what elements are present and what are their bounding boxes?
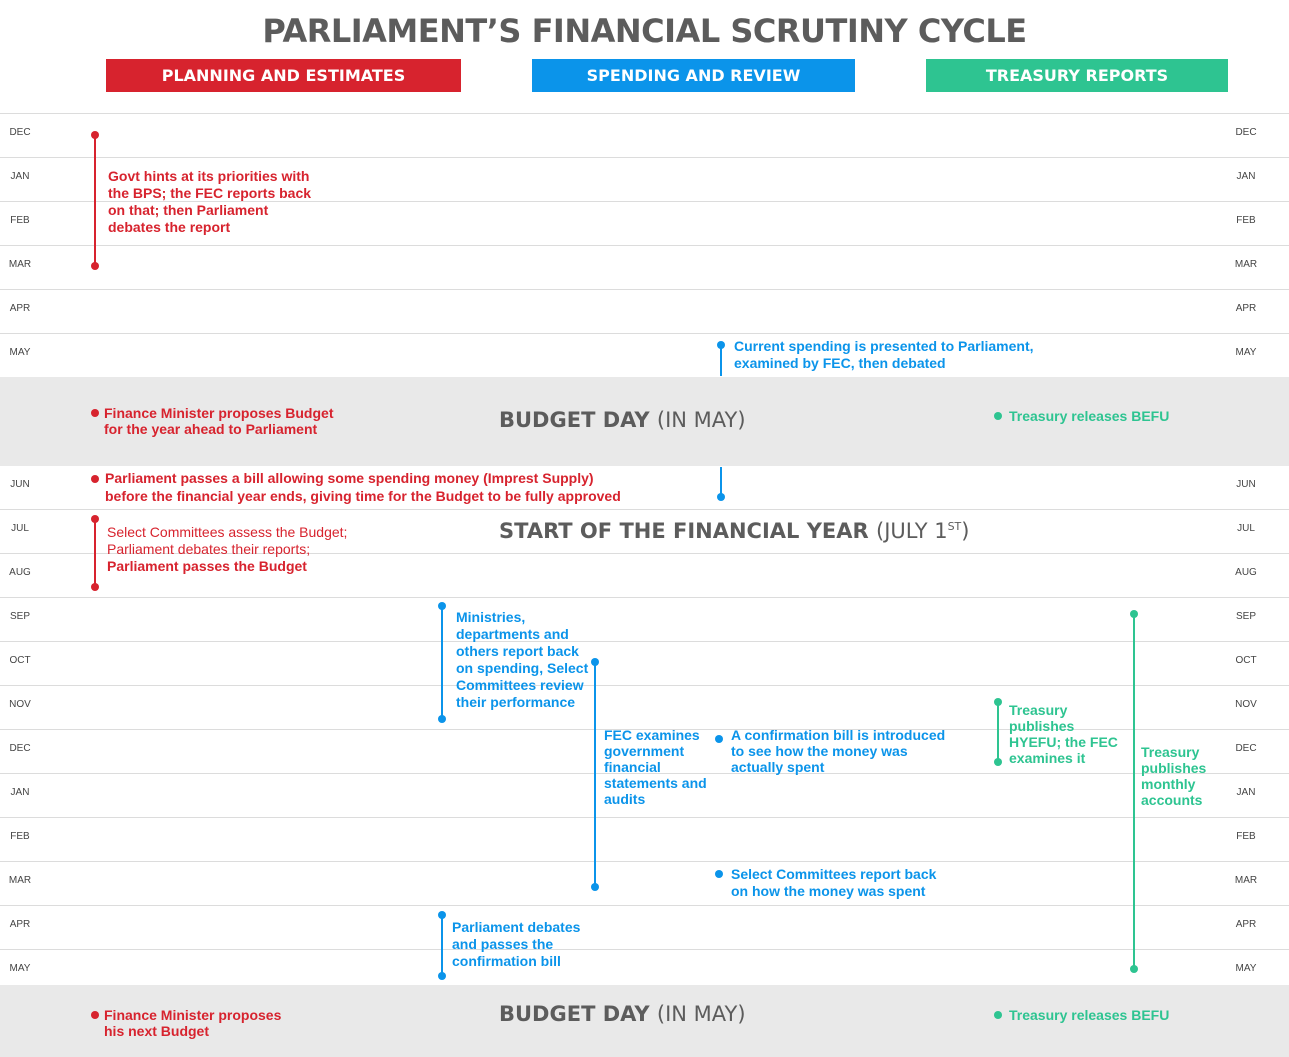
befu-release-dot bbox=[994, 412, 1002, 420]
month-label: APR bbox=[1235, 303, 1257, 314]
month-label: AUG bbox=[9, 567, 31, 578]
month-label: JUL bbox=[11, 523, 29, 534]
month-label: SEP bbox=[1235, 611, 1256, 622]
fec-examines-start-dot bbox=[591, 658, 599, 666]
month-label: MAR bbox=[1234, 259, 1258, 270]
monthly-accounts-text: Treasury publishes monthly accounts bbox=[1141, 744, 1207, 808]
next-budget-text: Finance Minister proposes his next Budget bbox=[104, 1007, 282, 1039]
month-label: JAN bbox=[10, 787, 30, 798]
month-label: FEB bbox=[1236, 215, 1256, 226]
month-label: JUN bbox=[10, 479, 30, 490]
fec-examines-text: FEC examines government financial statements and audits bbox=[604, 727, 707, 807]
confirmation-debate-start-dot bbox=[438, 911, 446, 919]
budget-proposal-text: Finance Minister proposes Budget for the year ahead to Parliament bbox=[104, 405, 334, 437]
confirmation-bill-text: A confirmation bill is introduced to see how the money was actually spent bbox=[731, 727, 946, 775]
month-label: DEC bbox=[9, 743, 31, 754]
imprest-supply-line-1: Parliament passes a bill allowing some spending money (Imprest Supply) bbox=[105, 470, 594, 486]
page-title: PARLIAMENT’S FINANCIAL SCRUTINY CYCLE bbox=[262, 12, 1027, 50]
month-label: DEC bbox=[1235, 743, 1257, 754]
bps-timeline-bar bbox=[94, 135, 96, 266]
month-label: DEC bbox=[9, 127, 31, 138]
befu-release-dot-2 bbox=[994, 1011, 1002, 1019]
month-label: NOV bbox=[9, 699, 31, 710]
month-label: APR bbox=[9, 303, 31, 314]
month-label: APR bbox=[9, 919, 31, 930]
budget-approval-end-dot bbox=[91, 583, 99, 591]
month-label: MAY bbox=[9, 963, 31, 974]
month-label: MAR bbox=[8, 259, 32, 270]
month-label: JAN bbox=[1236, 787, 1256, 798]
ministries-report-bar bbox=[441, 607, 443, 719]
hyefu-bar bbox=[997, 703, 999, 762]
month-label: APR bbox=[1235, 919, 1257, 930]
imprest-supply-dot bbox=[91, 475, 99, 483]
current-spending-start-dot bbox=[717, 341, 725, 349]
monthly-accounts-end-dot bbox=[1130, 965, 1138, 973]
fec-examines-bar bbox=[594, 663, 596, 887]
monthly-accounts-bar bbox=[1133, 614, 1135, 969]
month-label: MAR bbox=[8, 875, 32, 886]
budget-approval-start-dot bbox=[91, 515, 99, 523]
header-planning-and-estimates: PLANNING AND ESTIMATES bbox=[106, 59, 461, 92]
budget-day-label-2: BUDGET DAY (IN MAY) bbox=[499, 1002, 746, 1026]
select-committees-report-dot bbox=[715, 870, 723, 878]
monthly-accounts-start-dot bbox=[1130, 610, 1138, 618]
select-committees-report-text: Select Committees report back on how the money was spent bbox=[731, 866, 937, 899]
financial-year-start-label: START OF THE FINANCIAL YEAR (JULY 1ST) bbox=[499, 519, 970, 543]
ministries-report-start-dot bbox=[438, 602, 446, 610]
current-spending-text: Current spending is presented to Parliament, examined by FEC, then debated bbox=[734, 338, 1034, 371]
month-label: JUN bbox=[1236, 479, 1256, 490]
month-label: AUG bbox=[1235, 567, 1257, 578]
ministries-report-end-dot bbox=[438, 715, 446, 723]
current-spending-bar-top bbox=[720, 346, 722, 376]
month-label: DEC bbox=[1235, 127, 1257, 138]
budget-proposal-dot bbox=[91, 409, 99, 417]
hyefu-end-dot bbox=[994, 758, 1002, 766]
befu-release-text-2: Treasury releases BEFU bbox=[1009, 1007, 1170, 1023]
month-label: FEB bbox=[10, 831, 30, 842]
month-label: FEB bbox=[10, 215, 30, 226]
month-label: MAY bbox=[9, 347, 31, 358]
month-label: MAY bbox=[1235, 963, 1257, 974]
fec-examines-end-dot bbox=[591, 883, 599, 891]
budget-approval-line-3: Parliament passes the Budget bbox=[107, 558, 307, 574]
month-label: JUL bbox=[1237, 523, 1255, 534]
budget-approval-line-2: Parliament debates their reports; bbox=[107, 541, 311, 557]
month-label: MAY bbox=[1235, 347, 1257, 358]
month-label: SEP bbox=[9, 611, 30, 622]
budget-day-label-1: BUDGET DAY (IN MAY) bbox=[499, 408, 746, 432]
imprest-supply-line-2: before the financial year ends, giving time for the Budget to be fully approved bbox=[105, 488, 621, 504]
month-label: OCT bbox=[9, 655, 31, 666]
current-spending-end-dot bbox=[717, 493, 725, 501]
budget-approval-line-1: Select Committees assess the Budget; bbox=[107, 524, 348, 540]
month-label: NOV bbox=[1235, 699, 1257, 710]
month-label: OCT bbox=[1235, 655, 1257, 666]
befu-release-text: Treasury releases BEFU bbox=[1009, 408, 1170, 424]
month-label: JAN bbox=[1236, 171, 1256, 182]
hyefu-text: Treasury publishes HYEFU; the FEC examines it bbox=[1009, 702, 1118, 766]
month-label: FEB bbox=[1236, 831, 1256, 842]
confirmation-bill-dot bbox=[715, 735, 723, 743]
bps-end-dot bbox=[91, 262, 99, 270]
budget-approval-bar bbox=[94, 519, 96, 587]
header-treasury-reports: TREASURY REPORTS bbox=[926, 59, 1228, 92]
month-label: JAN bbox=[10, 171, 30, 182]
hyefu-start-dot bbox=[994, 698, 1002, 706]
header-spending-and-review: SPENDING AND REVIEW bbox=[532, 59, 855, 92]
month-label: MAR bbox=[1234, 875, 1258, 886]
confirmation-debate-text: Parliament debates and passes the confirmation bill bbox=[452, 919, 581, 969]
confirmation-debate-end-dot bbox=[438, 972, 446, 980]
bps-start-dot bbox=[91, 131, 99, 139]
bps-event-text: Govt hints at its priorities with the BPS; the FEC reports back on that; then Parliament debates the report bbox=[108, 168, 312, 235]
confirmation-debate-bar bbox=[441, 916, 443, 976]
ministries-report-text: Ministries, departments and others report back on spending, Select Committees review their performance bbox=[456, 609, 589, 710]
next-budget-dot bbox=[91, 1011, 99, 1019]
